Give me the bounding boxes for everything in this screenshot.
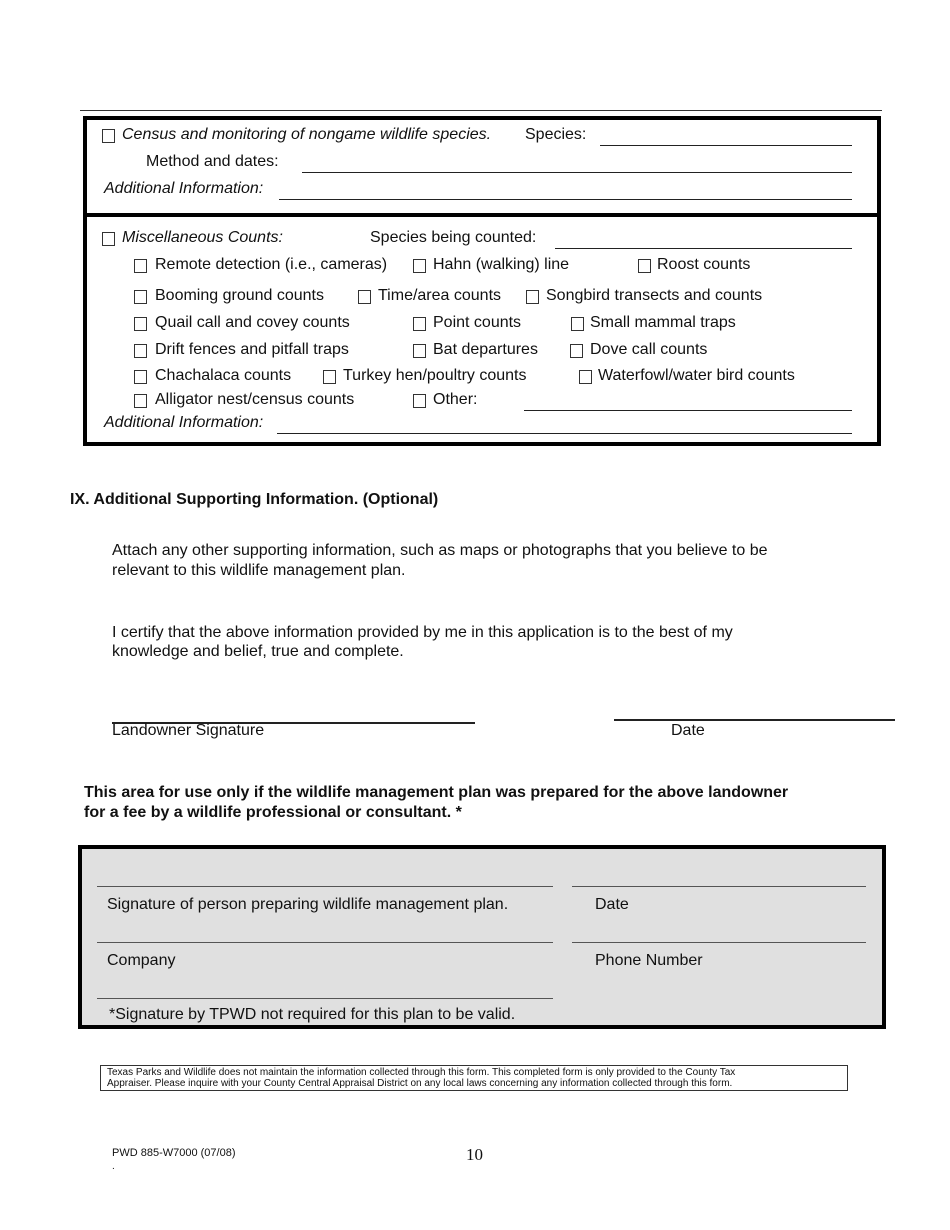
label-roost-counts: Roost counts <box>657 256 751 273</box>
label-hahn-line: Hahn (walking) line <box>433 256 570 273</box>
company-label: Company <box>107 952 176 969</box>
label-songbird-transects: Songbird transects and counts <box>546 287 763 304</box>
consultant-date-label: Date <box>595 896 629 913</box>
checkbox-time-area[interactable] <box>358 290 371 304</box>
landowner-date-field[interactable] <box>614 719 895 721</box>
checkbox-chachalaca[interactable] <box>134 370 147 384</box>
label-dove-call: Dove call counts <box>590 341 708 358</box>
disclaimer-line1: Texas Parks and Wildlife does not maintain the information collected through this form. This completed form is only provided to the County Tax <box>107 1067 736 1078</box>
census-species-label: Species: <box>525 126 587 143</box>
misc-species-field[interactable] <box>555 248 852 249</box>
label-drift-fences: Drift fences and pitfall traps <box>155 341 349 358</box>
box-divider <box>83 213 881 217</box>
census-method-label: Method and dates: <box>146 153 279 170</box>
phone-field[interactable] <box>572 942 866 943</box>
checkbox-roost-counts[interactable] <box>638 259 651 273</box>
label-remote-detection: Remote detection (i.e., cameras) <box>155 256 388 273</box>
consultant-notice-line1: This area for use only if the wildlife management plan was prepared for the above landowner <box>84 784 789 801</box>
misc-counts-checkbox[interactable] <box>102 232 115 246</box>
certify-line2: knowledge and belief, true and complete. <box>112 643 404 660</box>
footnote-rule <box>97 998 553 999</box>
checkbox-small-mammal-traps[interactable] <box>571 317 584 331</box>
landowner-signature-label: Landowner Signature <box>112 722 265 739</box>
label-turkey-hen: Turkey hen/poultry counts <box>343 367 527 384</box>
tpwd-footnote: *Signature by TPWD not required for this plan to be valid. <box>109 1006 516 1023</box>
checkbox-bat-departures[interactable] <box>413 344 426 358</box>
checkbox-turkey-hen[interactable] <box>323 370 336 384</box>
consultant-notice-line2: for a fee by a wildlife professional or consultant. * <box>84 804 462 821</box>
disclaimer-line2: Appraiser. Please inquire with your County Central Appraisal District on any local laws concerning any information collected through this form. <box>107 1078 733 1089</box>
label-waterfowl: Waterfowl/water bird counts <box>598 367 795 384</box>
box-top-rule <box>80 110 882 111</box>
checkbox-alligator[interactable] <box>134 394 147 408</box>
footer-dot: . <box>112 1161 115 1172</box>
section-ix-para1-line2: relevant to this wildlife management plan. <box>112 562 406 579</box>
checkbox-point-counts[interactable] <box>413 317 426 331</box>
label-chachalaca: Chachalaca counts <box>155 367 292 384</box>
section-ix-para1-line1: Attach any other supporting information, such as maps or photographs that you believe to be <box>112 542 768 559</box>
checkbox-booming-ground[interactable] <box>134 290 147 304</box>
landowner-date-label: Date <box>671 722 705 739</box>
checkbox-dove-call[interactable] <box>570 344 583 358</box>
page-number: 10 <box>466 1145 483 1164</box>
census-method-field[interactable] <box>302 172 852 173</box>
label-bat-departures: Bat departures <box>433 341 538 358</box>
checkbox-waterfowl[interactable] <box>579 370 592 384</box>
label-other: Other: <box>433 391 478 408</box>
census-checkbox[interactable] <box>102 129 115 143</box>
census-additional-field[interactable] <box>279 199 852 200</box>
label-alligator: Alligator nest/census counts <box>155 391 355 408</box>
misc-additional-field[interactable] <box>277 433 852 434</box>
phone-label: Phone Number <box>595 952 703 969</box>
checkbox-songbird-transects[interactable] <box>526 290 539 304</box>
checkbox-other[interactable] <box>413 394 426 408</box>
label-small-mammal-traps: Small mammal traps <box>590 314 736 331</box>
consultant-date-field[interactable] <box>572 886 866 887</box>
census-title: Census and monitoring of nongame wildlife species. <box>122 126 492 143</box>
census-species-field[interactable] <box>600 145 852 146</box>
misc-species-label: Species being counted: <box>370 229 537 246</box>
form-id: PWD 885-W7000 (07/08) <box>112 1147 236 1159</box>
label-quail-call: Quail call and covey counts <box>155 314 350 331</box>
section-ix-heading: IX. Additional Supporting Information. (Optional) <box>70 491 439 508</box>
disclaimer-box <box>100 1065 848 1091</box>
consultant-signature-label: Signature of person preparing wildlife management plan. <box>107 896 509 913</box>
consultant-box <box>78 845 886 1029</box>
consultant-signature-field[interactable] <box>97 886 553 887</box>
label-time-area: Time/area counts <box>378 287 502 304</box>
misc-counts-title: Miscellaneous Counts: <box>122 229 283 246</box>
label-point-counts: Point counts <box>433 314 522 331</box>
certify-line1: I certify that the above information provided by me in this application is to the best of my <box>112 624 733 641</box>
checkbox-hahn-line[interactable] <box>413 259 426 273</box>
company-field[interactable] <box>97 942 553 943</box>
checkbox-remote-detection[interactable] <box>134 259 147 273</box>
other-field[interactable] <box>524 410 852 411</box>
census-additional-label: Additional Information: <box>104 180 264 197</box>
misc-additional-label: Additional Information: <box>104 414 264 431</box>
checkbox-quail-call[interactable] <box>134 317 147 331</box>
label-booming-ground: Booming ground counts <box>155 287 324 304</box>
checkbox-drift-fences[interactable] <box>134 344 147 358</box>
